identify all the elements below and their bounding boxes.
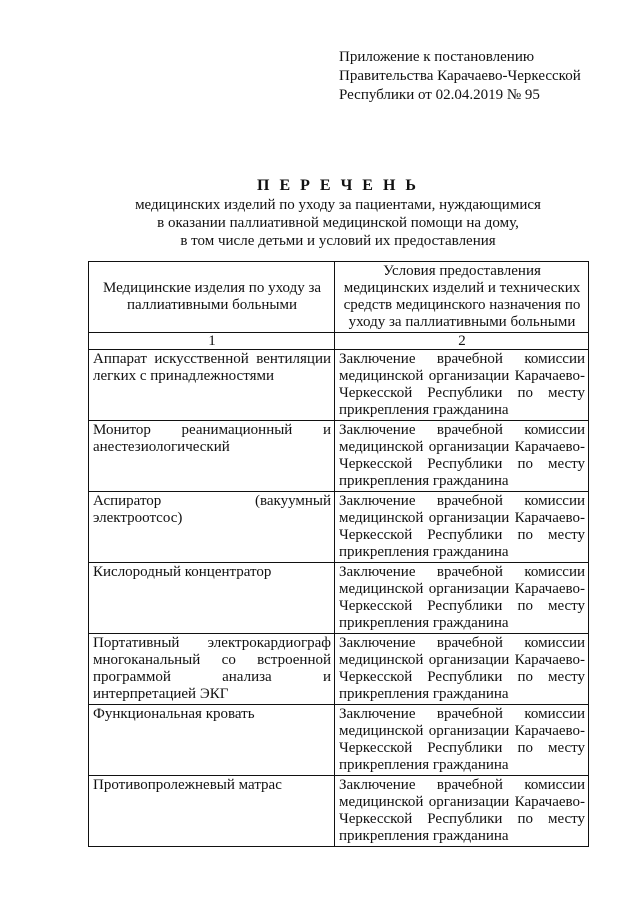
item-cell: Портативный электрокардиограф многоканальный со встроенной программой анализа и интерпретацией ЭКГ xyxy=(89,634,335,705)
appendix-line: Правительства Карачаево-Черкесской xyxy=(339,68,581,84)
appendix-line: Республики от 02.04.2019 № 95 xyxy=(339,87,540,103)
condition-cell: Заключение врачебной комиссии медицинской организации Карачаево-Черкесской Республики по месту прикрепления гражданина xyxy=(335,421,589,492)
item-cell: Монитор реанимационный и анестезиологический xyxy=(89,421,335,492)
condition-cell: Заключение врачебной комиссии медицинской организации Карачаево-Черкесской Республики по месту прикрепления гражданина xyxy=(335,492,589,563)
item-cell: Аппарат искусственной вентиляции легких с принадлежностями xyxy=(89,350,335,421)
subtitle-line: медицинских изделий по уходу за пациентами, нуждающимися xyxy=(135,197,541,213)
condition-cell: Заключение врачебной комиссии медицинской организации Карачаево-Черкесской Республики по месту прикрепления гражданина xyxy=(335,563,589,634)
subtitle-line: в оказании паллиативной медицинской помощи на дому, xyxy=(157,215,519,231)
column-header-conditions: Условия предоставления медицинских изделий и технических средств медицинского назначения по уходу за паллиативными больными xyxy=(335,262,589,333)
document-title: П Е Р Е Ч Е Н Ь xyxy=(257,177,419,194)
item-cell: Аспиратор (вакуумный электроотсос) xyxy=(89,492,335,563)
table-row xyxy=(89,776,589,847)
item-cell: Кислородный концентратор xyxy=(89,563,335,634)
column-number-row xyxy=(89,333,589,350)
condition-cell: Заключение врачебной комиссии медицинской организации Карачаево-Черкесской Республики по месту прикрепления гражданина xyxy=(335,705,589,776)
column-number: 1 xyxy=(89,333,335,350)
document-heading xyxy=(88,176,588,250)
table-row xyxy=(89,350,589,421)
condition-cell: Заключение врачебной комиссии медицинской организации Карачаево-Черкесской Республики по месту прикрепления гражданина xyxy=(335,776,589,847)
items-table xyxy=(88,261,589,847)
column-header-items: Медицинские изделия по уходу за паллиативными больными xyxy=(89,262,335,333)
table-row xyxy=(89,634,589,705)
table-row xyxy=(89,705,589,776)
appendix-header xyxy=(339,48,581,105)
table-row xyxy=(89,563,589,634)
table-row xyxy=(89,492,589,563)
appendix-line: Приложение к постановлению xyxy=(339,49,535,65)
condition-cell: Заключение врачебной комиссии медицинской организации Карачаево-Черкесской Республики по месту прикрепления гражданина xyxy=(335,634,589,705)
subtitle-line: в том числе детьми и условий их предоставления xyxy=(180,233,496,249)
column-number: 2 xyxy=(335,333,589,350)
condition-cell: Заключение врачебной комиссии медицинской организации Карачаево-Черкесской Республики по месту прикрепления гражданина xyxy=(335,350,589,421)
table-header-row xyxy=(89,262,589,333)
item-cell: Функциональная кровать xyxy=(89,705,335,776)
table-row xyxy=(89,421,589,492)
item-cell: Противопролежневый матрас xyxy=(89,776,335,847)
